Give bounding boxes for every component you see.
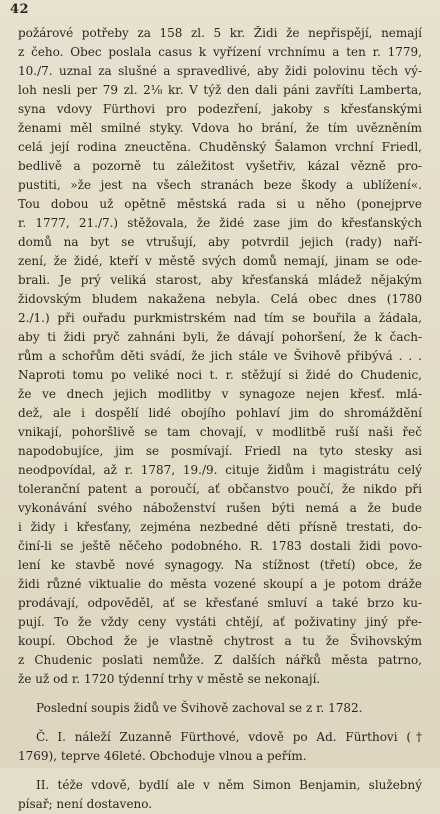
text-line: toleranční patent a poroučí, ať občanstvo poučí, že nikdo při bbox=[18, 482, 422, 496]
text-line: celá její rodina zneuctěna. Chuděnský Šalamon vrchní Friedl, bbox=[18, 140, 422, 154]
text-line: vykonávání svého náboženství rušen býti nemá a že bude bbox=[18, 501, 422, 515]
text-line: ženami měl smilné styky. Vdova ho brání, že tím uvězněním bbox=[18, 121, 422, 135]
text-line: dež, ale i dospělí lidé obojího pohlaví jim do shromáždění bbox=[18, 406, 422, 420]
text-line: z Chudenic poslati nemůže. Z dalších nářků města patrno, bbox=[18, 653, 422, 667]
paragraph-house-2 bbox=[18, 776, 422, 814]
text-line: činí-li se ještě něčeho podobného. R. 1783 dostali židi povo- bbox=[18, 539, 422, 553]
text-line: neodpovídal, až r. 1787, 19./9. cituje židům i magistrátu celý bbox=[18, 463, 422, 477]
text-line: Poslední soupis židů ve Švihově zachoval se z r. 1782. bbox=[36, 701, 363, 715]
text-line: židovským bludem nakažena nebyla. Celá obec dnes (1780 bbox=[18, 292, 422, 306]
text-line: lení ke stavbě nové synagogy. Na stížnost (třetí) obce, že bbox=[18, 558, 422, 572]
text-line: Naproti tomu po veliké noci t. r. stěžují si židé do Chudenic, bbox=[18, 368, 422, 382]
text-line: 2./1.) při ouřadu purkmistrském nad tím se bouřila a žádala, bbox=[18, 311, 422, 325]
text-line: rům a schořům děti svádí, že jich stále ve Švihově přibývá . . . bbox=[18, 349, 422, 363]
text-line: pustiti, »že jest na všech stranách beze škody a ublížení«. bbox=[18, 178, 422, 192]
text-line: prodávají, odpověděl, ať se křesťané smluví a také brzo ku- bbox=[18, 596, 422, 610]
text-line: aby ti židi pryč zahnáni byli, že dávají pohoršení, že k čach- bbox=[18, 330, 422, 344]
text-line: Tou dobou už opětně městská rada si u něho (ponejprve bbox=[18, 197, 422, 211]
text-line: židi různé viktualie do města vozené skoupí a je potom dráže bbox=[18, 577, 422, 591]
text-line: písař; není dostaveno. bbox=[18, 797, 153, 811]
text-line: že už od r. 1720 týdenní trhy v městě se nekonají. bbox=[18, 672, 321, 686]
text-line: pují. To že vždy ceny vystáti chtějí, ať poživatiny jiný pře- bbox=[18, 615, 422, 629]
page-number: 42 bbox=[10, 2, 30, 17]
text-line: domů na byt se vtrušují, aby potvrdil jejich (rady) naří- bbox=[18, 235, 422, 249]
text-line: že ve dnech jejich modlitby v synagoze nejen křesť. mlá- bbox=[18, 387, 422, 401]
text-body bbox=[18, 24, 422, 814]
text-line: zení, že židé, kteří v městě svých domů nemají, jinam se ode- bbox=[18, 254, 422, 268]
text-line: syna vdovy Fürthovi pro podezření, jakoby s křesťanskými bbox=[18, 102, 422, 116]
main-paragraph bbox=[18, 24, 422, 689]
paragraph-house-1 bbox=[18, 728, 422, 766]
text-line: II. téže vdově, bydlí ale v něm Simon Benjamin, služebný bbox=[36, 778, 422, 792]
text-line: požárové potřeby za 158 zl. 5 kr. Židi že nepřispějí, nemají bbox=[18, 26, 422, 40]
text-line: 10./7. uznal za slušné a spravedlivé, aby židi polovinu těch vý- bbox=[18, 64, 422, 78]
text-line: vnikají, pohoršlivě se tam chovají, v modlitbě ruší naši řeč bbox=[18, 425, 422, 439]
text-line: bedlivě a pozorně tu záležitost vyšetřiv, kázal vězně pro- bbox=[18, 159, 422, 173]
text-line: Č. I. náleží Zuzanně Fürthové, vdově po Ad. Fürthovi († bbox=[36, 730, 422, 744]
text-line: koupí. Obchod že je vlastně chytrost a tu že Švihovským bbox=[18, 634, 422, 648]
text-line: i židy i křesťany, zejména nezbedné děti přísně trestati, do- bbox=[18, 520, 422, 534]
text-line: r. 1777, 21./7.) stěžovala, že židé zase jim do křesťanských bbox=[18, 216, 422, 230]
text-line: 1769), teprve 46leté. Obchoduje vlnou a peřím. bbox=[18, 749, 307, 763]
paragraph-last-census bbox=[18, 699, 422, 718]
text-line: loh nesli per 79 zl. 2⅛ kr. V týž den dali páni zavříti Lamberta, bbox=[18, 83, 422, 97]
text-line: brali. Je prý veliká starost, aby křesťanská mládež nějakým bbox=[18, 273, 422, 287]
text-line: napodobujíce, jim se posmívají. Friedl na tyto stesky asi bbox=[18, 444, 422, 458]
text-line: z čeho. Obec poslala casus k vyřízení vrchnímu a ten r. 1779, bbox=[18, 45, 422, 59]
